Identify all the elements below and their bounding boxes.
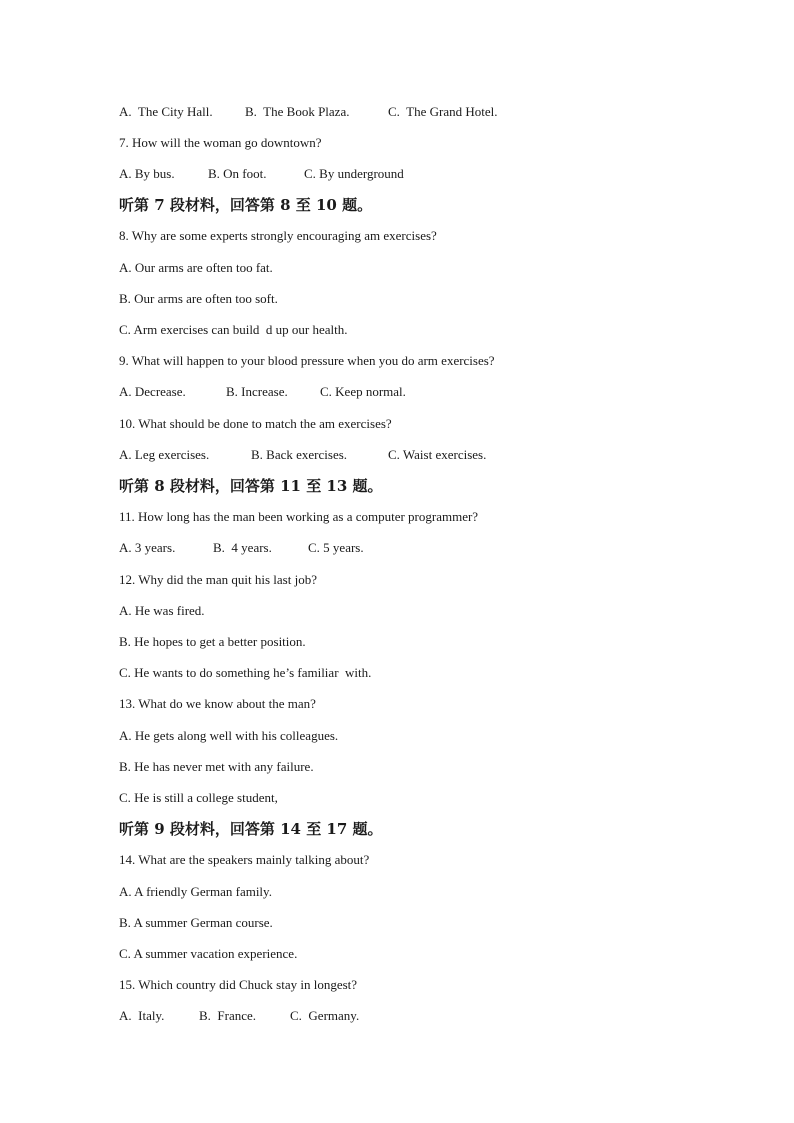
option-c: C. Keep normal. [320, 384, 406, 399]
option-c: C. 5 years. [308, 540, 364, 555]
question-13-option-a: A. He gets along well with his colleagues. [119, 728, 339, 743]
question-14-option-c: C. A summer vacation experience. [119, 946, 298, 961]
option-c: C. By underground [304, 166, 404, 181]
option-b: B. 4 years. [213, 540, 272, 555]
option-a: A. Italy. [119, 1008, 165, 1023]
option-a: A. By bus. [119, 166, 175, 181]
option-b: B. Back exercises. [251, 447, 348, 462]
question-14-option-a: A. A friendly German family. [119, 884, 272, 899]
question-9: 9. What will happen to your blood pressure when you do arm exercises? [119, 353, 495, 368]
question-8: 8. Why are some experts strongly encouraging am exercises? [119, 228, 437, 243]
option-b: B. The Book Plaza. [245, 104, 350, 119]
option-a: A. Leg exercises. [119, 447, 210, 462]
option-a: A. Decrease. [119, 384, 186, 399]
question-8-option-a: A. Our arms are often too fat. [119, 260, 273, 275]
question-13: 13. What do we know about the man? [119, 696, 316, 711]
option-c: C. Waist exercises. [388, 447, 487, 462]
question-11: 11. How long has the man been working as a computer programmer? [119, 509, 479, 524]
question-12-option-a: A. He was fired. [119, 603, 205, 618]
question-8-option-c: C. Arm exercises can build d up our health. [119, 322, 348, 337]
question-12-option-b: B. He hopes to get a better position. [119, 634, 306, 649]
option-b: B. On foot. [208, 166, 267, 181]
section-heading-7: 听第 7 段材料，回答第 8 至 10 题。 [119, 196, 373, 214]
question-12-option-c: C. He wants to do something he’s familiar with. [119, 665, 372, 680]
option-c: C. The Grand Hotel. [388, 104, 498, 119]
option-b: B. Increase. [226, 384, 288, 399]
option-c: C. Germany. [290, 1008, 360, 1023]
question-12: 12. Why did the man quit his last job? [119, 572, 317, 587]
option-b: B. France. [199, 1008, 257, 1023]
option-a: A. The City Hall. [119, 104, 213, 119]
question-13-option-c: C. He is still a college student, [119, 790, 278, 805]
question-14: 14. What are the speakers mainly talking about? [119, 852, 370, 867]
question-10: 10. What should be done to match the am exercises? [119, 416, 392, 431]
question-8-option-b: B. Our arms are often too soft. [119, 291, 278, 306]
option-a: A. 3 years. [119, 540, 176, 555]
question-15: 15. Which country did Chuck stay in longest? [119, 977, 358, 992]
question-13-option-b: B. He has never met with any failure. [119, 759, 314, 774]
question-14-option-b: B. A summer German course. [119, 915, 273, 930]
section-heading-9: 听第 9 段材料，回答第 14 至 17 题。 [119, 820, 383, 838]
section-heading-8: 听第 8 段材料，回答第 11 至 13 题。 [119, 477, 383, 495]
question-7: 7. How will the woman go downtown? [119, 135, 322, 150]
question-15-options [119, 1008, 360, 1088]
